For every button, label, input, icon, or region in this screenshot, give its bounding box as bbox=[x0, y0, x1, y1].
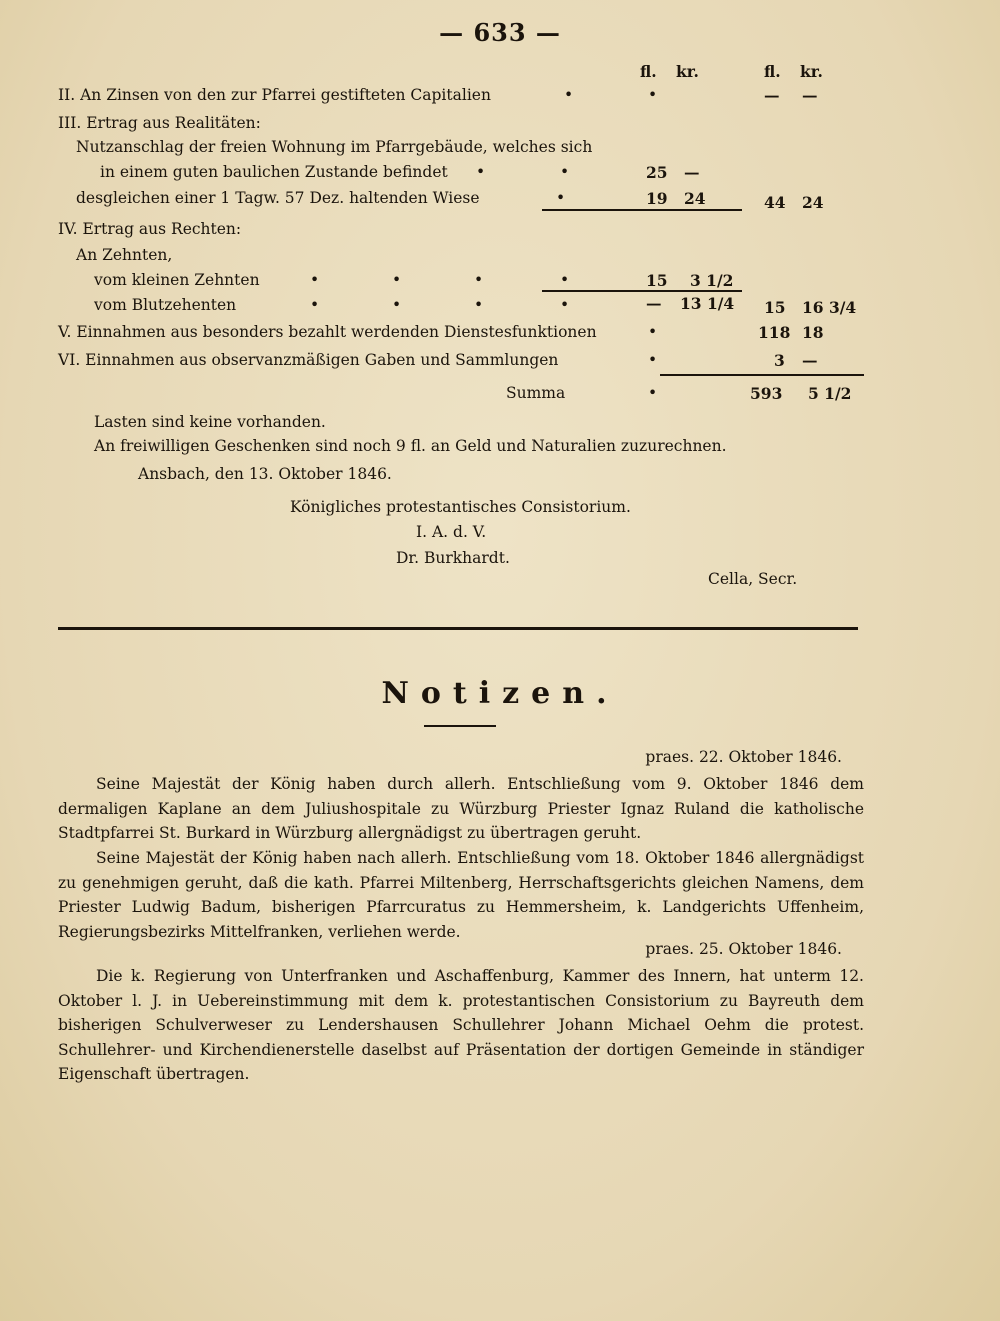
row-vi-kr2: — bbox=[802, 351, 818, 370]
header-fl-2: fl. bbox=[764, 62, 781, 81]
row-iv-kr2: 16 3/4 bbox=[802, 298, 857, 317]
row-iii-sub-3-dot: • bbox=[556, 189, 566, 207]
row-iii-sub-2-fl1: 25 bbox=[646, 163, 668, 182]
row-iii-sub-3-fl1: 19 bbox=[646, 189, 668, 208]
row-iii-label: III. Ertrag aus Realitäten: bbox=[58, 114, 261, 132]
notice-3-text: Die k. Regierung von Unterfranken und Aschaffenburg, Kammer des Innern, hat unterm 12. Oktober l. J. in Uebereinstimmung mit dem k. protestantischen Consistorium zu Bayreuth dem bisherigen Schulverweser zu Lendershausen Schullehrer Johann Michael Oehm die protest. Schullehrer- und Kirchendienerstelle daselbst auf Präsentation der dortigen Gemeinde in ständiger Eigenschaft übertragen. bbox=[58, 967, 864, 1083]
summa-kr: 5 1/2 bbox=[808, 384, 852, 403]
row-iii-fl2: 44 bbox=[764, 193, 786, 212]
signature-name: Dr. Burkhardt. bbox=[396, 549, 510, 567]
signature-body: Königliches protestantisches Consistorium. bbox=[290, 498, 631, 516]
header-kr-1: kr. bbox=[676, 62, 699, 81]
row-iii-kr2: 24 bbox=[802, 193, 824, 212]
row-iv-label: IV. Ertrag aus Rechten: bbox=[58, 220, 242, 238]
row-iv-sub-3-dot-3: • bbox=[474, 296, 484, 314]
row-vi-dot: • bbox=[648, 351, 658, 369]
row-iii-sub-2-dot-2: • bbox=[560, 163, 570, 181]
row-iv-sub-3-fl1: — bbox=[646, 294, 662, 313]
row-iv-sub-2-dot-4: • bbox=[560, 271, 570, 289]
row-iv-sub-1: An Zehnten, bbox=[76, 246, 173, 264]
row-ii-fl2: — bbox=[764, 86, 780, 105]
row-vi-fl2: 3 bbox=[774, 351, 785, 370]
row-iv-sub-2-dot-3: • bbox=[474, 271, 484, 289]
row-iv-sub-3-dot-1: • bbox=[310, 296, 320, 314]
signature-secr: Cella, Secr. bbox=[708, 570, 798, 588]
row-v-dot: • bbox=[648, 323, 658, 341]
row-v-fl2: 118 bbox=[758, 323, 791, 342]
row-iii-sub-2-dot-1: • bbox=[476, 163, 486, 181]
title-underline bbox=[424, 725, 496, 727]
row-iv-sub-3-kr1: 13 1/4 bbox=[680, 294, 735, 313]
note-lasten: Lasten sind keine vorhanden. bbox=[94, 413, 326, 431]
row-ii-dot-2: • bbox=[648, 86, 658, 104]
praes-2: praes. 25. Oktober 1846. bbox=[645, 940, 842, 958]
notice-2-text: Seine Majestät der König haben nach allerh. Entschließung vom 18. Oktober 1846 allergnädigst zu genehmigen geruht, daß die kath. Pfarrei Miltenberg, Herrschaftsgerichts gleichen Namens, dem Priester Ludwig Badum, bisherigen Pfarrcuratus zu Hemmersheim, k. Landgerichts Uffenheim, Regierungsbezirks Mittelfranken, verliehen werde. bbox=[58, 849, 864, 941]
signature-abbr: I. A. d. V. bbox=[416, 523, 487, 541]
sum-rule bbox=[660, 374, 864, 376]
notizen-title: Notizen. bbox=[381, 676, 619, 711]
row-ii-label: II. An Zinsen von den zur Pfarrei gestifteten Capitalien bbox=[58, 86, 491, 104]
row-iv-sub-3-dot-4: • bbox=[560, 296, 570, 314]
row-iv-sub-2-kr1: 3 1/2 bbox=[690, 271, 734, 290]
row-iii-sub-1: Nutzanschlag der freien Wohnung im Pfarrgebäude, welches sich bbox=[76, 138, 593, 156]
note-date: Ansbach, den 13. Oktober 1846. bbox=[138, 465, 392, 483]
page-number: — 633 — bbox=[439, 18, 561, 47]
summa-fl: 593 bbox=[750, 384, 783, 403]
row-iii-sub-3: desgleichen einer 1 Tagw. 57 Dez. haltenden Wiese bbox=[76, 189, 480, 207]
row-v-label: V. Einnahmen aus besonders bezahlt werdenden Dienstesfunktionen bbox=[58, 323, 597, 341]
row-iii-sub-2: in einem guten baulichen Zustande befindet bbox=[100, 163, 448, 181]
header-fl-1: fl. bbox=[640, 62, 657, 81]
row-iv-fl2: 15 bbox=[764, 298, 786, 317]
notice-1 bbox=[58, 772, 864, 846]
row-iv-sub-2-dot-1: • bbox=[310, 271, 320, 289]
notice-1-text: Seine Majestät der König haben durch allerh. Entschließung vom 9. Oktober 1846 dem dermaligen Kaplane an dem Juliushospitale zu Würzburg Priester Ignaz Ruland die katholische Stadtpfarrei St. Burkard in Würzburg allergnädigst zu übertragen geruht. bbox=[58, 775, 864, 842]
subtotal-rule-iii bbox=[542, 209, 742, 211]
row-iv-sub-3: vom Blutzehenten bbox=[94, 296, 237, 314]
row-iv-sub-3-dot-2: • bbox=[392, 296, 402, 314]
note-geschenke: An freiwilligen Geschenken sind noch 9 fl. an Geld und Naturalien zuzurechnen. bbox=[94, 437, 727, 455]
summa-dot: • bbox=[648, 384, 658, 402]
subtotal-rule-iv bbox=[542, 290, 742, 292]
row-ii-dot-1: • bbox=[564, 86, 574, 104]
row-iii-sub-3-kr1: 24 bbox=[684, 189, 706, 208]
praes-1: praes. 22. Oktober 1846. bbox=[645, 748, 842, 766]
row-iv-sub-2-dot-2: • bbox=[392, 271, 402, 289]
notice-2 bbox=[58, 846, 864, 944]
row-ii-kr2: — bbox=[802, 86, 818, 105]
row-iv-sub-2-fl1: 15 bbox=[646, 271, 668, 290]
header-kr-2: kr. bbox=[800, 62, 823, 81]
row-iv-sub-2: vom kleinen Zehnten bbox=[94, 271, 260, 289]
row-v-kr2: 18 bbox=[802, 323, 824, 342]
row-vi-label: VI. Einnahmen aus observanzmäßigen Gaben und Sammlungen bbox=[58, 351, 559, 369]
notice-3 bbox=[58, 964, 864, 1087]
summa-label: Summa bbox=[506, 384, 566, 402]
section-divider bbox=[58, 627, 858, 630]
row-iii-sub-2-kr1: — bbox=[684, 163, 700, 182]
